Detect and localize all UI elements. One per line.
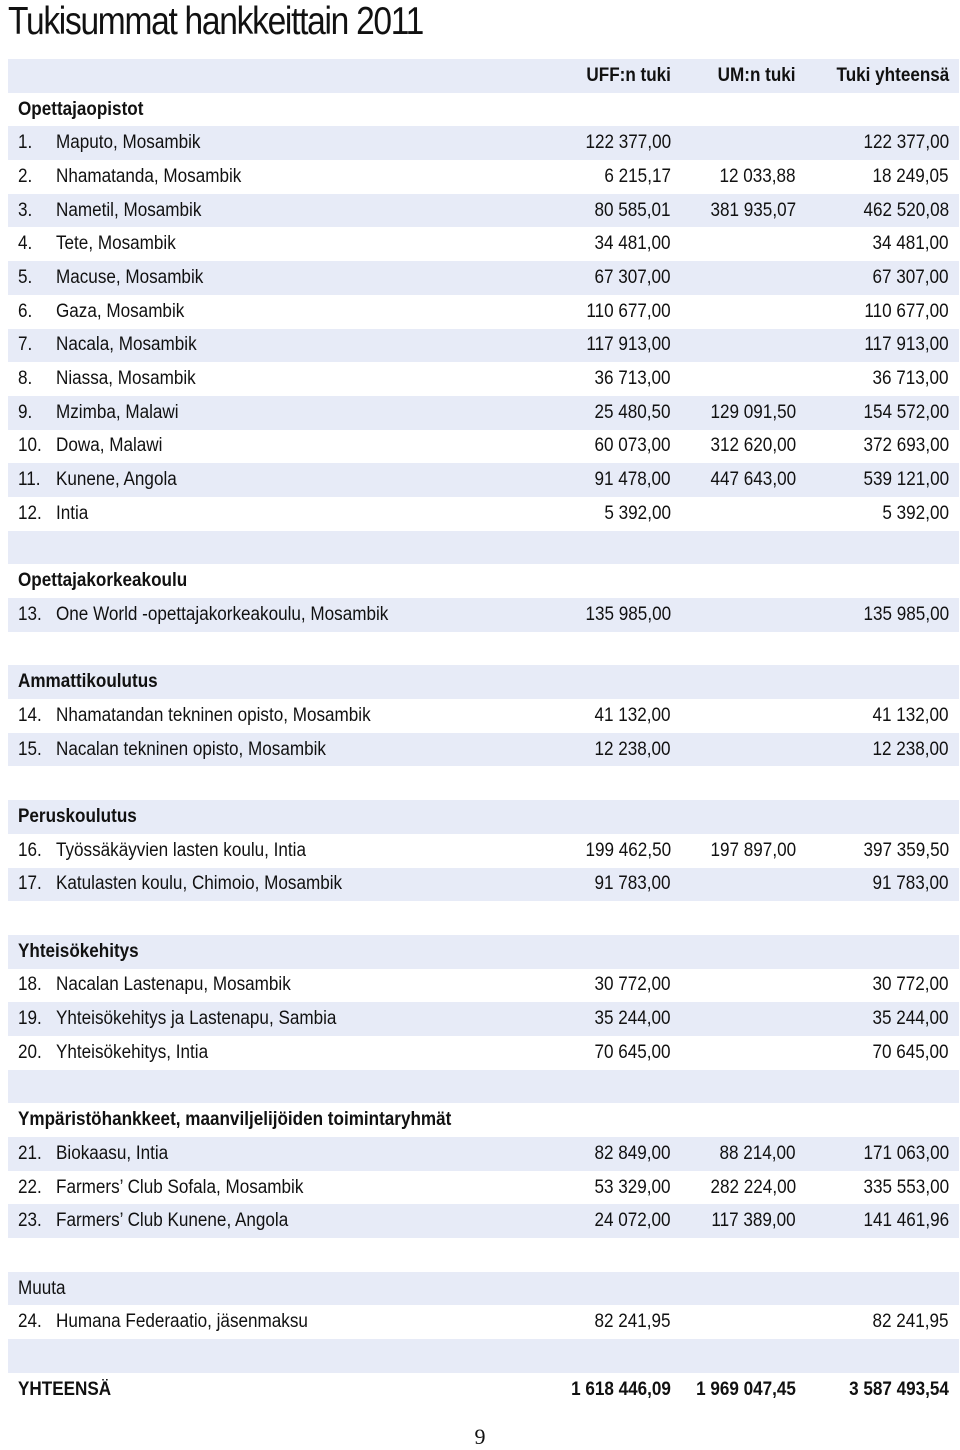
- um-amount-text: 12 033,88: [719, 165, 796, 187]
- row-number-text: 13.: [18, 603, 42, 625]
- total-amount-text: 18 249,05: [872, 165, 949, 187]
- total-amount-text: 36 713,00: [872, 368, 949, 390]
- total-amount-text: 335 553,00: [863, 1176, 949, 1198]
- um-amount: [671, 334, 796, 356]
- uff-amount-text: 36 713,00: [594, 368, 671, 390]
- total-amount-text: 82 241,95: [872, 1311, 949, 1333]
- row-number-text: 12.: [18, 502, 42, 524]
- um-amount: [671, 1210, 796, 1232]
- project-name: [56, 267, 551, 289]
- total-amount: [796, 974, 959, 996]
- project-name-text: Biokaasu, Intia: [56, 1142, 169, 1164]
- project-name-text: Nacalan Lastenapu, Mosambik: [56, 974, 291, 996]
- spacer-row: [8, 766, 959, 800]
- spacer-row: [8, 901, 959, 935]
- section-heading-row: [8, 935, 959, 969]
- project-name: [56, 132, 551, 154]
- table-row: [8, 126, 959, 160]
- row-number: [8, 132, 56, 154]
- uff-amount-text: 135 985,00: [585, 603, 671, 625]
- project-name-text: Tete, Mosambik: [56, 233, 176, 255]
- total-amount: [796, 604, 959, 626]
- table-row: [8, 396, 959, 430]
- project-name-text: Humana Federaatio, jäsenmaksu: [56, 1311, 308, 1333]
- total-amount-text: 12 238,00: [872, 738, 949, 760]
- uff-amount: [551, 1143, 671, 1165]
- spacer-row: [8, 632, 959, 666]
- row-number-text: 15.: [18, 738, 42, 760]
- project-name-text: Nhamatanda, Mosambik: [56, 165, 242, 187]
- uff-amount-text: 30 772,00: [594, 974, 671, 996]
- total-amount: [796, 402, 959, 424]
- uff-amount: [551, 368, 671, 390]
- project-name-text: Farmers’ Club Sofala, Mosambik: [56, 1176, 304, 1198]
- table-row: [8, 598, 959, 632]
- funding-table: [8, 59, 959, 1407]
- row-number-text: 7.: [18, 334, 33, 356]
- um-amount-text: 117 389,00: [711, 1210, 796, 1232]
- um-amount: [671, 1177, 796, 1199]
- project-name-text: Gaza, Mosambik: [56, 300, 185, 322]
- total-amount: [796, 267, 959, 289]
- total-amount-text: 154 572,00: [863, 401, 949, 423]
- um-amount: [671, 132, 796, 154]
- grand-total-label: [8, 1379, 551, 1401]
- um-amount: [671, 469, 796, 491]
- row-number-text: 22.: [18, 1176, 42, 1198]
- uff-amount-text: 91 783,00: [594, 873, 671, 895]
- row-number-text: 10.: [18, 435, 42, 457]
- um-amount: [671, 301, 796, 323]
- row-number-text: 19.: [18, 1008, 42, 1030]
- project-name-text: Yhteisökehitys, Intia: [56, 1041, 209, 1063]
- total-amount: [796, 840, 959, 862]
- table-row: [8, 868, 959, 902]
- project-name: [56, 402, 551, 424]
- um-amount: [671, 1311, 796, 1333]
- row-number: [8, 1210, 56, 1232]
- row-number: [8, 334, 56, 356]
- uff-amount-text: 82 241,95: [594, 1311, 671, 1333]
- spacer-row: [8, 1339, 959, 1373]
- column-header-um: [671, 65, 796, 87]
- row-number: [8, 368, 56, 390]
- row-number-text: 5.: [18, 266, 33, 288]
- um-amount-text: 197 897,00: [710, 839, 796, 861]
- row-number: [8, 739, 56, 761]
- um-amount: [671, 166, 796, 188]
- project-name-text: Maputo, Mosambik: [56, 132, 201, 154]
- table-row: [8, 430, 959, 464]
- total-amount-text: 70 645,00: [872, 1041, 949, 1063]
- total-amount-text: 372 693,00: [863, 435, 949, 457]
- row-number: [8, 705, 56, 727]
- section-heading: [8, 570, 959, 592]
- project-name-text: Mzimba, Malawi: [56, 401, 179, 423]
- project-name: [56, 469, 551, 491]
- um-amount: [671, 705, 796, 727]
- row-number-text: 21.: [18, 1142, 42, 1164]
- um-amount: [671, 739, 796, 761]
- table-row: [8, 261, 959, 295]
- total-amount-text: 67 307,00: [872, 266, 949, 288]
- total-amount-text: 135 985,00: [863, 603, 949, 625]
- total-amount-text: 34 481,00: [872, 233, 949, 255]
- section-heading-text: Opettajakorkeakoulu: [18, 570, 188, 592]
- row-number: [8, 1177, 56, 1199]
- section-heading: [8, 806, 959, 828]
- um-amount-text: 88 214,00: [719, 1142, 796, 1164]
- uff-amount-text: 110 677,00: [586, 300, 671, 322]
- project-name: [56, 334, 551, 356]
- uff-amount: [551, 200, 671, 222]
- total-amount: [796, 1210, 959, 1232]
- row-number-text: 14.: [18, 704, 42, 726]
- project-name-text: Macuse, Mosambik: [56, 266, 204, 288]
- row-number: [8, 604, 56, 626]
- row-number-text: 20.: [18, 1041, 42, 1063]
- row-number: [8, 974, 56, 996]
- uff-amount-text: 12 238,00: [594, 738, 671, 760]
- section-heading-text: Peruskoulutus: [18, 805, 137, 827]
- table-row: [8, 1137, 959, 1171]
- total-amount-text: 171 063,00: [863, 1142, 949, 1164]
- table-row: [8, 1036, 959, 1070]
- table-row: [8, 969, 959, 1003]
- project-name: [56, 435, 551, 457]
- row-number-text: 17.: [18, 873, 42, 895]
- row-number: [8, 301, 56, 323]
- um-amount-text: 129 091,50: [710, 401, 796, 423]
- row-number-text: 2.: [18, 165, 33, 187]
- section-heading-row: [8, 564, 959, 598]
- uff-amount-text: 34 481,00: [594, 233, 671, 255]
- spacer-row: [8, 1070, 959, 1104]
- grand-total-uff-text: 1 618 446,09: [571, 1378, 671, 1400]
- project-name-text: Niassa, Mosambik: [56, 368, 196, 390]
- grand-total-label-text: YHTEENSÄ: [18, 1378, 112, 1400]
- row-number: [8, 200, 56, 222]
- total-amount-text: 117 913,00: [864, 334, 949, 356]
- grand-total-row: [8, 1373, 959, 1407]
- row-number-text: 11.: [18, 469, 41, 491]
- row-number: [8, 840, 56, 862]
- total-amount: [796, 873, 959, 895]
- header-spacer: [8, 65, 56, 87]
- total-amount-text: 539 121,00: [863, 469, 949, 491]
- project-name: [56, 1210, 551, 1232]
- um-amount-text: 312 620,00: [710, 435, 796, 457]
- page-title: Tukisummat hankkeittain 2011: [8, 0, 424, 43]
- project-name-text: Nacala, Mosambik: [56, 334, 197, 356]
- column-header-uff: [551, 65, 671, 87]
- total-amount: [796, 1008, 959, 1030]
- total-amount: [796, 1177, 959, 1199]
- total-amount: [796, 1042, 959, 1064]
- total-amount-text: 141 461,96: [863, 1210, 949, 1232]
- uff-amount: [551, 469, 671, 491]
- uff-amount-text: 35 244,00: [594, 1008, 671, 1030]
- project-name: [56, 604, 551, 626]
- grand-total-um-text: 1 969 047,45: [696, 1378, 796, 1400]
- row-number-text: 24.: [18, 1311, 42, 1333]
- uff-amount-text: 25 480,50: [594, 401, 671, 423]
- total-amount: [796, 334, 959, 356]
- total-amount-text: 110 677,00: [864, 300, 949, 322]
- total-amount: [796, 1143, 959, 1165]
- uff-amount-text: 60 073,00: [594, 435, 671, 457]
- table-row: [8, 295, 959, 329]
- project-name: [56, 1008, 551, 1030]
- section-heading-text: Yhteisökehitys: [18, 940, 139, 962]
- row-number: [8, 267, 56, 289]
- uff-amount: [551, 402, 671, 424]
- column-header-um-text: UM:n tuki: [718, 64, 796, 86]
- row-number: [8, 402, 56, 424]
- project-name-text: Nacalan tekninen opisto, Mosambik: [56, 738, 326, 760]
- uff-amount: [551, 1008, 671, 1030]
- page-number: 9: [474, 1424, 486, 1449]
- table-row: [8, 362, 959, 396]
- project-name: [56, 200, 551, 222]
- total-amount-text: 91 783,00: [872, 873, 949, 895]
- column-header-uff-text: UFF:n tuki: [586, 64, 671, 86]
- um-amount: [671, 873, 796, 895]
- total-amount: [796, 233, 959, 255]
- row-number: [8, 1008, 56, 1030]
- project-name: [56, 873, 551, 895]
- total-amount: [796, 1311, 959, 1333]
- uff-amount: [551, 132, 671, 154]
- section-heading-text: Opettajaopistot: [18, 98, 144, 120]
- uff-amount-text: 24 072,00: [594, 1210, 671, 1232]
- grand-total-sum-text: 3 587 493,54: [849, 1378, 949, 1400]
- column-header-total: [796, 65, 959, 87]
- total-amount: [796, 705, 959, 727]
- uff-amount: [551, 974, 671, 996]
- project-name: [56, 974, 551, 996]
- project-name: [56, 1042, 551, 1064]
- section-heading-row: [8, 665, 959, 699]
- total-amount-text: 5 392,00: [882, 502, 949, 524]
- row-number: [8, 435, 56, 457]
- header-name-spacer: [56, 65, 551, 87]
- spacer-row: [8, 531, 959, 565]
- total-amount-text: 397 359,50: [863, 839, 949, 861]
- section-heading-row: [8, 800, 959, 834]
- uff-amount: [551, 1177, 671, 1199]
- uff-amount: [551, 1210, 671, 1232]
- total-amount: [796, 200, 959, 222]
- total-amount-text: 30 772,00: [872, 974, 949, 996]
- um-amount: [671, 1008, 796, 1030]
- grand-total-uff: [551, 1379, 671, 1401]
- row-number-text: 8.: [18, 368, 33, 390]
- project-name: [56, 739, 551, 761]
- um-amount: [671, 368, 796, 390]
- um-amount: [671, 604, 796, 626]
- total-amount-text: 35 244,00: [872, 1008, 949, 1030]
- project-name: [56, 166, 551, 188]
- section-heading: [8, 99, 959, 121]
- table-header-row: [8, 59, 959, 93]
- project-name-text: Farmers’ Club Kunene, Angola: [56, 1210, 289, 1232]
- uff-amount-text: 41 132,00: [594, 704, 671, 726]
- uff-amount: [551, 301, 671, 323]
- uff-amount-text: 91 478,00: [594, 469, 671, 491]
- um-amount: [671, 435, 796, 457]
- uff-amount: [551, 166, 671, 188]
- table-row: [8, 227, 959, 261]
- project-name: [56, 1143, 551, 1165]
- project-name-text: Työssäkäyvien lasten koulu, Intia: [56, 839, 306, 861]
- row-number-text: 18.: [18, 974, 42, 996]
- section-heading: [8, 1109, 959, 1131]
- table-row: [8, 497, 959, 531]
- section-heading-text: Ympäristöhankkeet, maanviljelijöiden toimintaryhmät: [18, 1109, 452, 1131]
- um-amount: [671, 402, 796, 424]
- table-row: [8, 1002, 959, 1036]
- table-row: [8, 1204, 959, 1238]
- total-amount-text: 122 377,00: [863, 132, 949, 154]
- project-name: [56, 301, 551, 323]
- uff-amount: [551, 267, 671, 289]
- uff-amount-text: 67 307,00: [594, 266, 671, 288]
- total-amount-text: 462 520,08: [863, 199, 949, 221]
- section-heading-text: Muuta: [18, 1277, 66, 1299]
- uff-amount: [551, 705, 671, 727]
- section-heading: [8, 671, 959, 693]
- um-amount: [671, 974, 796, 996]
- project-name: [56, 1311, 551, 1333]
- total-amount: [796, 301, 959, 323]
- project-name-text: Intia: [56, 502, 89, 524]
- table-row: [8, 1171, 959, 1205]
- row-number: [8, 873, 56, 895]
- row-number-text: 1.: [18, 132, 33, 154]
- row-number-text: 23.: [18, 1210, 42, 1232]
- table-row: [8, 834, 959, 868]
- uff-amount-text: 117 913,00: [586, 334, 671, 356]
- section-heading-text: Ammattikoulutus: [18, 671, 158, 693]
- project-name: [56, 840, 551, 862]
- uff-amount-text: 5 392,00: [604, 502, 671, 524]
- grand-total-um: [671, 1379, 796, 1401]
- table-row: [8, 160, 959, 194]
- row-number-text: 16.: [18, 839, 42, 861]
- uff-amount-text: 122 377,00: [585, 132, 671, 154]
- total-amount: [796, 469, 959, 491]
- total-amount: [796, 132, 959, 154]
- um-amount: [671, 503, 796, 525]
- total-amount: [796, 739, 959, 761]
- uff-amount: [551, 334, 671, 356]
- uff-amount: [551, 739, 671, 761]
- uff-amount-text: 199 462,50: [585, 839, 671, 861]
- row-number: [8, 1311, 56, 1333]
- row-number-text: 4.: [18, 233, 33, 255]
- table-row: [8, 194, 959, 228]
- project-name: [56, 705, 551, 727]
- um-amount: [671, 233, 796, 255]
- project-name-text: One World -opettajakorkeakoulu, Mosambik: [56, 603, 389, 625]
- table-row: [8, 1305, 959, 1339]
- total-amount: [796, 503, 959, 525]
- um-amount-text: 282 224,00: [710, 1176, 796, 1198]
- uff-amount: [551, 1311, 671, 1333]
- section-heading: [8, 1278, 959, 1300]
- row-number-text: 9.: [18, 401, 33, 423]
- uff-amount: [551, 873, 671, 895]
- um-amount: [671, 267, 796, 289]
- uff-amount: [551, 503, 671, 525]
- uff-amount-text: 70 645,00: [594, 1041, 671, 1063]
- project-name-text: Kunene, Angola: [56, 469, 177, 491]
- project-name: [56, 1177, 551, 1199]
- table-row: [8, 329, 959, 363]
- section-heading-row: [8, 93, 959, 127]
- row-number: [8, 1143, 56, 1165]
- section-heading: [8, 941, 959, 963]
- spacer-row: [8, 1238, 959, 1272]
- project-name-text: Nhamatandan tekninen opisto, Mosambik: [56, 704, 371, 726]
- table-row: [8, 463, 959, 497]
- uff-amount: [551, 435, 671, 457]
- total-amount: [796, 166, 959, 188]
- row-number-text: 3.: [18, 199, 33, 221]
- uff-amount-text: 82 849,00: [594, 1142, 671, 1164]
- um-amount: [671, 1042, 796, 1064]
- row-number: [8, 469, 56, 491]
- project-name-text: Nametil, Mosambik: [56, 199, 202, 221]
- uff-amount: [551, 840, 671, 862]
- row-number-text: 6.: [18, 300, 33, 322]
- row-number: [8, 1042, 56, 1064]
- um-amount-text: 447 643,00: [710, 469, 796, 491]
- uff-amount-text: 53 329,00: [594, 1176, 671, 1198]
- section-heading-row: [8, 1103, 959, 1137]
- um-amount: [671, 1143, 796, 1165]
- um-amount-text: 381 935,07: [710, 199, 796, 221]
- total-amount: [796, 368, 959, 390]
- row-number: [8, 233, 56, 255]
- project-name-text: Yhteisökehitys ja Lastenapu, Sambia: [56, 1008, 337, 1030]
- total-amount-text: 41 132,00: [872, 704, 949, 726]
- uff-amount: [551, 1042, 671, 1064]
- project-name-text: Katulasten koulu, Chimoio, Mosambik: [56, 873, 343, 895]
- um-amount: [671, 840, 796, 862]
- project-name: [56, 233, 551, 255]
- table-row: [8, 699, 959, 733]
- uff-amount-text: 6 215,17: [604, 165, 671, 187]
- table-row: [8, 733, 959, 767]
- total-amount: [796, 435, 959, 457]
- grand-total-sum: [796, 1379, 959, 1401]
- project-name: [56, 503, 551, 525]
- row-number: [8, 166, 56, 188]
- project-name-text: Dowa, Malawi: [56, 435, 163, 457]
- uff-amount: [551, 604, 671, 626]
- um-amount: [671, 200, 796, 222]
- column-header-total-text: Tuki yhteensä: [836, 64, 949, 86]
- uff-amount: [551, 233, 671, 255]
- row-number: [8, 503, 56, 525]
- project-name: [56, 368, 551, 390]
- section-heading-row: [8, 1272, 959, 1306]
- uff-amount-text: 80 585,01: [594, 199, 671, 221]
